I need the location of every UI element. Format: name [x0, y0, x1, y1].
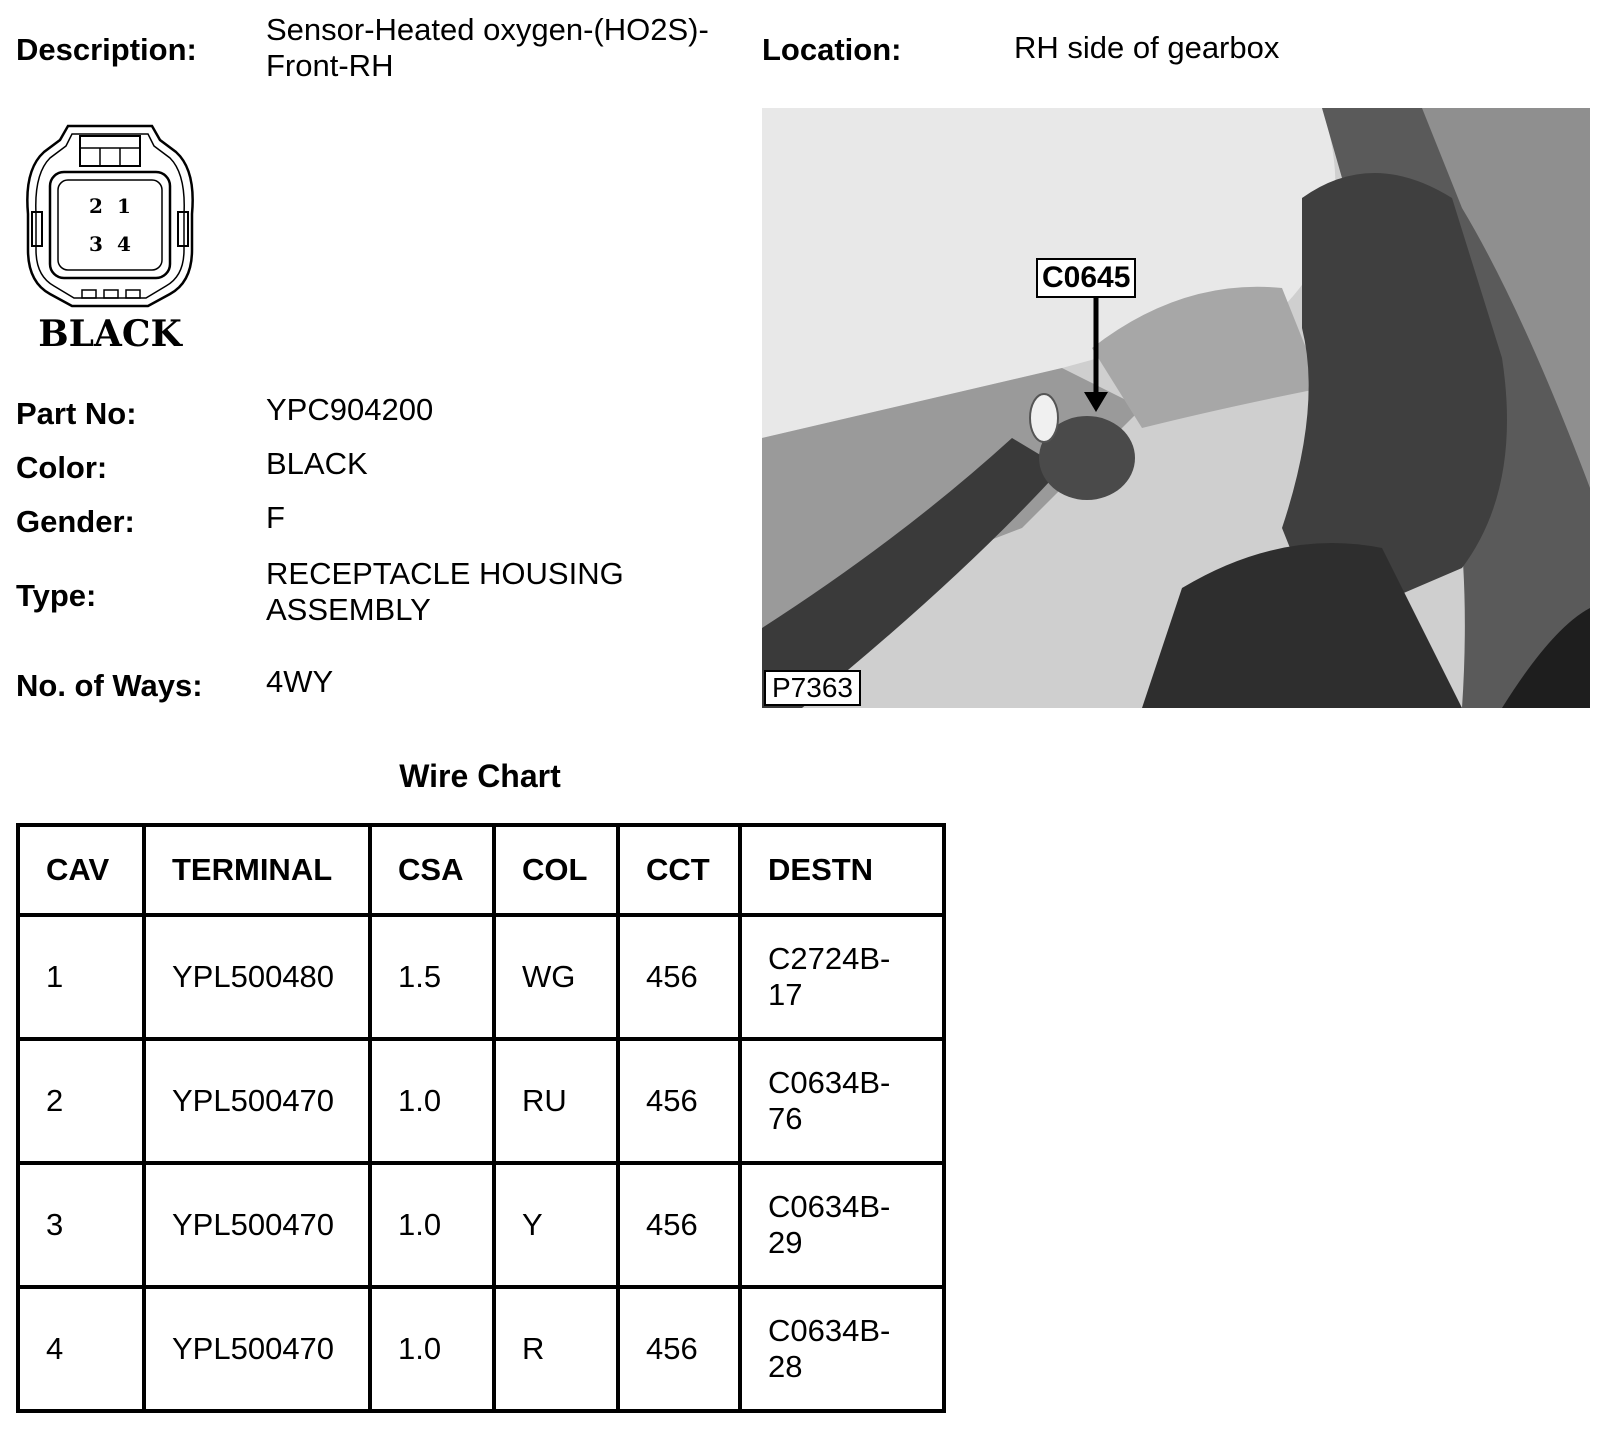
description-line2: Front-RH [266, 48, 394, 83]
cell-cct: 456 [618, 1163, 740, 1287]
header-col: COL [494, 825, 618, 915]
pin-4-label: 4 [117, 232, 131, 256]
no-of-ways-value: 4WY [266, 664, 334, 699]
cell-terminal: YPL500470 [144, 1163, 370, 1287]
header-destn: DESTN [740, 825, 944, 915]
gender-value: F [266, 500, 285, 535]
cell-terminal: YPL500470 [144, 1039, 370, 1163]
header-csa: CSA [370, 825, 494, 915]
description-value [266, 12, 709, 84]
type-value [266, 556, 624, 628]
callout-arrow-icon [762, 108, 1590, 708]
cell-col: R [494, 1287, 618, 1411]
wire-chart-title: Wire Chart [399, 758, 561, 794]
cell-destn [740, 915, 944, 1039]
connector-color-text: BLACK [38, 313, 182, 350]
color-label: Color: [16, 450, 108, 485]
type-line1: RECEPTACLE HOUSING [266, 556, 624, 591]
destn-line1: C0634B- [768, 1313, 891, 1348]
connector-outline-icon [20, 120, 200, 350]
table-header-row [18, 825, 944, 915]
table-row [18, 1287, 944, 1411]
cell-csa: 1.0 [370, 1163, 494, 1287]
table-row [18, 1163, 944, 1287]
cell-csa: 1.0 [370, 1287, 494, 1411]
pin-1-label: 1 [117, 194, 131, 218]
cell-destn [740, 1287, 944, 1411]
destn-line1: C0634B- [768, 1189, 891, 1224]
description-line1: Sensor-Heated oxygen-(HO2S)- [266, 12, 709, 47]
cell-cav: 3 [18, 1163, 144, 1287]
cell-cav: 2 [18, 1039, 144, 1163]
type-label: Type: [16, 578, 97, 613]
destn-line2: 76 [768, 1101, 803, 1136]
cell-col: RU [494, 1039, 618, 1163]
cell-terminal: YPL500470 [144, 1287, 370, 1411]
destn-line2: 17 [768, 977, 803, 1012]
cell-cct: 456 [618, 1287, 740, 1411]
cell-col: WG [494, 915, 618, 1039]
destn-line1: C2724B- [768, 941, 891, 976]
cell-csa: 1.0 [370, 1039, 494, 1163]
location-photo [762, 108, 1590, 708]
gender-label: Gender: [16, 504, 135, 539]
cell-cav: 1 [18, 915, 144, 1039]
cell-destn [740, 1163, 944, 1287]
no-of-ways-label: No. of Ways: [16, 668, 203, 703]
destn-line2: 29 [768, 1225, 803, 1260]
cell-cav: 4 [18, 1287, 144, 1411]
destn-line2: 28 [768, 1349, 803, 1384]
pin-3-label: 3 [89, 232, 103, 256]
cell-cct: 456 [618, 915, 740, 1039]
wire-chart-table [16, 823, 946, 1413]
connector-face-diagram [20, 120, 200, 350]
cell-destn [740, 1039, 944, 1163]
connector-callout-label: C0645 [1036, 258, 1136, 298]
location-label: Location: [762, 32, 902, 67]
cell-cct: 456 [618, 1039, 740, 1163]
color-value: BLACK [266, 446, 368, 481]
table-row [18, 1039, 944, 1163]
table-row [18, 915, 944, 1039]
pin-2-label: 2 [89, 194, 103, 218]
header-cct: CCT [618, 825, 740, 915]
destn-line1: C0634B- [768, 1065, 891, 1100]
type-line2: ASSEMBLY [266, 592, 431, 627]
description-label: Description: [16, 32, 197, 67]
header-terminal: TERMINAL [144, 825, 370, 915]
part-no-value: YPC904200 [266, 392, 434, 427]
location-value: RH side of gearbox [1014, 30, 1280, 65]
part-no-label: Part No: [16, 396, 137, 431]
cell-col: Y [494, 1163, 618, 1287]
header-cav: CAV [18, 825, 144, 915]
cell-terminal: YPL500480 [144, 915, 370, 1039]
photo-reference-id: P7363 [764, 670, 861, 706]
cell-csa: 1.5 [370, 915, 494, 1039]
